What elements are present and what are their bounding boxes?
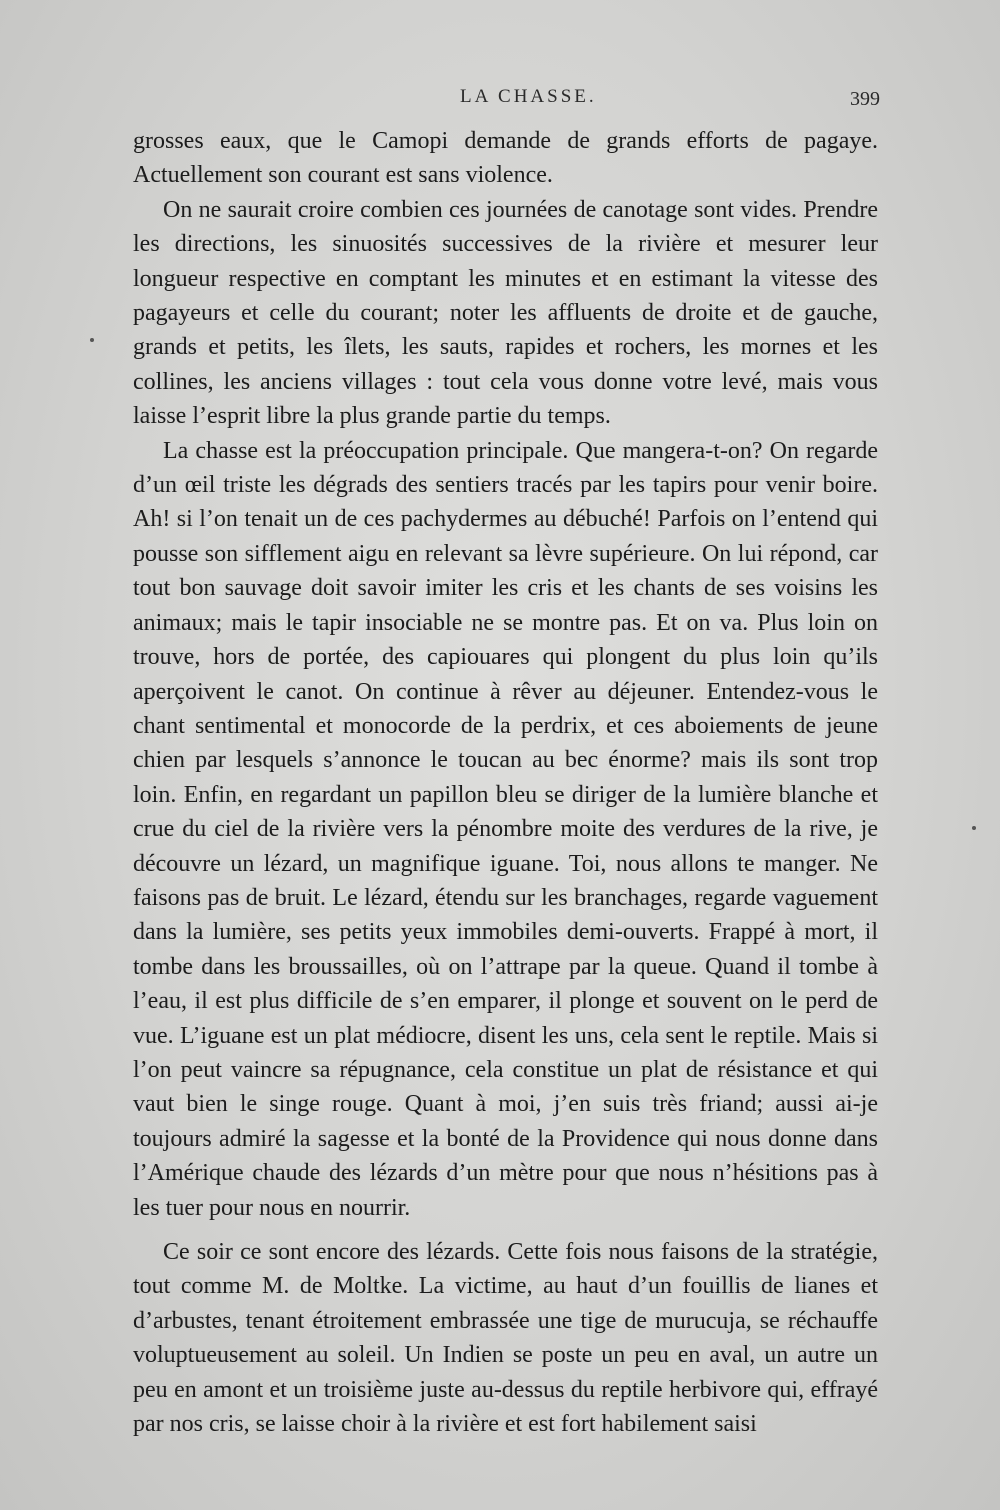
paragraph-canotage: On ne saurait croire combien ces journées de canotage sont vides. Prendre les directions, les sinuosités successives de la rivière et mesurer leur longueur respective en comptant les minutes et en estimant la vitesse des pagayeurs et celle du courant; noter les affluents de droite et de gauche, grands et petits, les îlets, les sauts, rapides et rochers, les mornes et les collines, les anciens villages : tout cela vous donne votre levé, mais vous laisse l’esprit libre la plus grande partie du temps. — [133, 196, 878, 430]
paragraph-continuation: grosses eaux, que le Camopi demande de grands efforts de pagaye. Actuellement son courant est sans violence. — [133, 128, 878, 189]
running-head — [0, 86, 1000, 116]
running-title: LA CHASSE. — [460, 86, 597, 107]
paragraph-chasse: La chasse est la préoccupation principale. Que mangera-t-on? On regarde d’un œil triste les dégrads des sentiers tracés par les tapirs pour venir boire. Ah! si l’on tenait un de ces pachydermes au débuché! Parfois on l’entend qui pousse son sifflement aigu en relevant sa lèvre supérieure. On lui répond, car tout bon sauvage doit savoir imiter les cris et les chants de ses voisins les animaux; mais le tapir insociable ne se montre pas. Et on va. Plus loin on trouve, hors de portée, des capiouares qui plongent du plus loin qu’ils aperçoivent le canot. On continue à rêver au déjeuner. Entendez-vous le chant sentimental et monocorde de la perdrix, et ces aboiements de jeune chien par lesquels s’annonce le toucan au bec énorme? mais ils sont trop loin. Enfin, en regardant un papillon bleu se diriger de la lumière blanche et crue du ciel de la rivière vers la pénombre moite des verdures de la rive, je découvre un lézard, un magnifique iguane. Toi, nous allons te manger. Ne faisons pas de bruit. Le lézard, étendu sur les branchages, regarde vaguement dans la lumière, ses petits yeux immobiles demi-ouverts. Frappé à mort, il tombe dans les broussailles, où on l’attrape par la queue. Quand il tombe à l’eau, il est plus difficile de s’en emparer, il plonge et souvent on le perd de vue. L’iguane est un plat médiocre, disent les uns, cela sent le reptile. Mais si l’on peut vaincre sa répugnance, cela constitue un plat de résistance et qui vaut bien le singe rouge. Quant à moi, j’en suis très friand; aussi ai-je toujours admiré la sagesse et la bonté de la Providence qui nous donne dans l’Amérique chaude des lézards d’un mètre pour que nous n’hésitions pas à les tuer pour nous en nourrir. — [133, 437, 878, 1221]
paragraph-lezards: Ce soir ce sont encore des lézards. Cette fois nous faisons de la stratégie, tout comme M. de Moltke. La victime, au haut d’un fouillis de lianes et d’arbustes, tenant étroitement embrassée une tige de murucuja, se réchauffe voluptueusement au soleil. Un Indien se poste un peu en aval, un autre un peu en amont et un troisième juste au-dessus du reptile herbivore qui, effrayé par nos cris, se laisse choir à la rivière et est fort habilement saisi — [133, 1239, 878, 1438]
paper-speck — [90, 338, 94, 342]
page-number: 399 — [850, 88, 880, 110]
paper-speck — [972, 826, 976, 830]
body-text — [133, 124, 878, 1441]
